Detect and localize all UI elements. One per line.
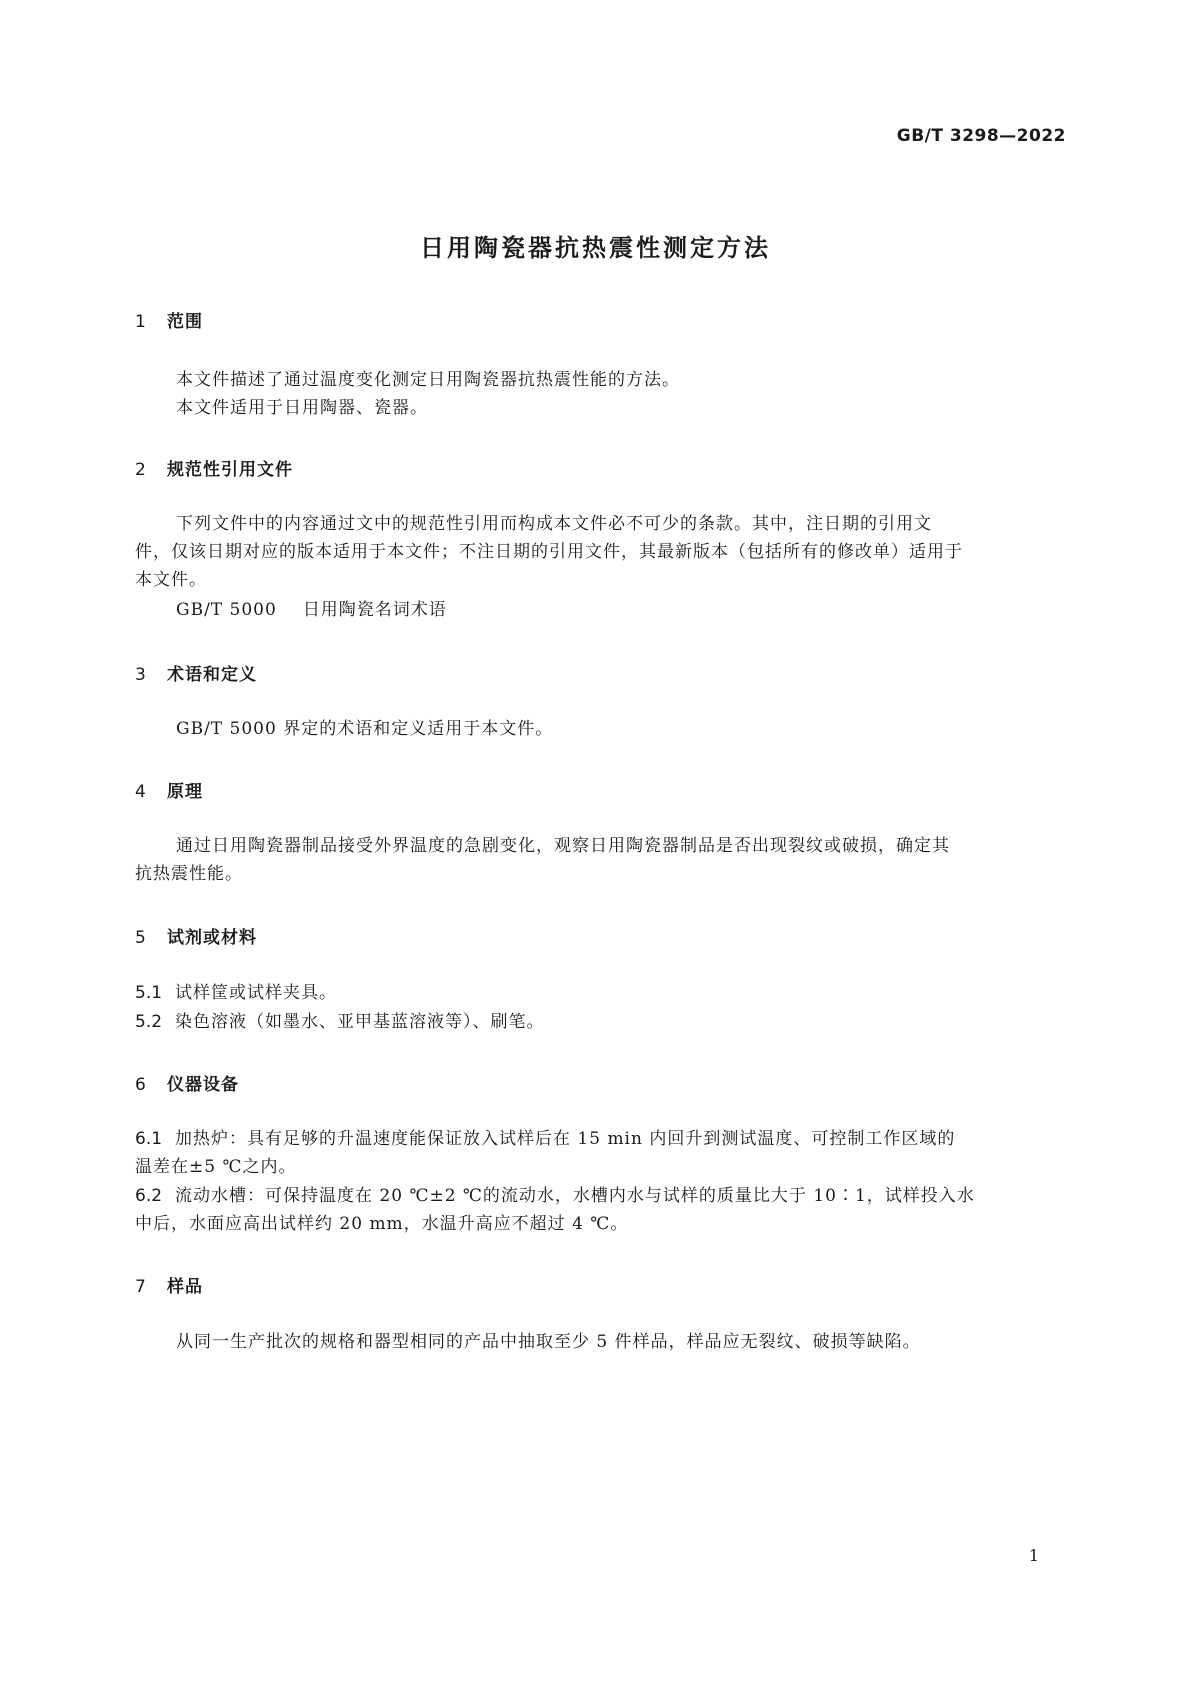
section-number: 1	[135, 312, 147, 332]
paragraph: 本文件描述了通过温度变化测定日用陶瓷器抗热震性能的方法。	[176, 370, 680, 390]
clause-5-2	[135, 1008, 545, 1036]
paragraph-line: 本文件。	[135, 570, 207, 590]
paragraph: GB/T 5000 界定的术语和定义适用于本文件。	[176, 719, 554, 739]
clause-6-2	[135, 1182, 975, 1210]
section-heading-terms	[135, 660, 257, 685]
section-number: 2	[135, 460, 147, 480]
clause-6-1	[135, 1125, 955, 1153]
section-heading-principle	[135, 777, 203, 802]
clause-text: 流动水槽：可保持温度在 20 ℃±2 ℃的流动水，水槽内水与试样的质量比大于 10∶1，试样投入水	[175, 1186, 975, 1206]
reference-entry	[176, 596, 447, 624]
clause-text: 试样筐或试样夹具。	[175, 983, 337, 1003]
clause-text: 染色溶液（如墨水、亚甲基蓝溶液等）、刷笔。	[175, 1012, 545, 1032]
reference-title: 日用陶瓷名词术语	[302, 600, 447, 620]
clause-text-line: 温差在±5 ℃之内。	[135, 1157, 297, 1177]
document-title: 日用陶瓷器抗热震性测定方法	[420, 234, 771, 262]
section-heading-scope	[135, 307, 203, 332]
clause-number: 6.2	[135, 1186, 163, 1206]
section-title: 原理	[167, 782, 203, 802]
section-heading-apparatus	[135, 1070, 239, 1095]
paragraph-line: 通过日用陶瓷器制品接受外界温度的急剧变化，观察日用陶瓷器制品是否出现裂纹或破损，确定其	[176, 836, 950, 856]
reference-code: GB/T 5000	[176, 600, 277, 620]
section-heading-samples	[135, 1272, 203, 1297]
clause-text: 加热炉：具有足够的升温速度能保证放入试样后在 15 min 内回升到测试温度、可控制工作区域的	[175, 1129, 956, 1149]
clause-number: 5.1	[135, 983, 163, 1003]
section-title: 术语和定义	[167, 665, 257, 685]
clause-text-line: 中后，水面应高出试样约 20 mm，水温升高应不超过 4 ℃。	[135, 1214, 629, 1234]
section-title: 范围	[167, 312, 203, 332]
standard-number: GB/T 3298—2022	[896, 126, 1066, 146]
paragraph-line: 件，仅该日期对应的版本适用于本文件；不注日期的引用文件，其最新版本（包括所有的修改单）适用于	[135, 542, 963, 562]
paragraph-line: 抗热震性能。	[135, 864, 243, 884]
section-number: 3	[135, 665, 147, 685]
paragraph-line: 下列文件中的内容通过文中的规范性引用而构成本文件必不可少的条款。其中，注日期的引用文	[176, 514, 932, 534]
section-title: 规范性引用文件	[167, 460, 293, 480]
clause-number: 6.1	[135, 1129, 163, 1149]
section-number: 4	[135, 782, 147, 802]
section-number: 5	[135, 928, 147, 948]
section-title: 试剂或材料	[167, 928, 257, 948]
section-number: 6	[135, 1075, 147, 1095]
section-number: 7	[135, 1277, 147, 1297]
section-heading-normative-references	[135, 455, 293, 480]
section-title: 仪器设备	[167, 1075, 239, 1095]
paragraph: 本文件适用于日用陶器、瓷器。	[176, 398, 428, 418]
section-title: 样品	[167, 1277, 203, 1297]
paragraph: 从同一生产批次的规格和器型相同的产品中抽取至少 5 件样品，样品应无裂纹、破损等缺陷。	[176, 1332, 921, 1352]
page-number: 1	[1028, 1546, 1039, 1565]
section-heading-reagents	[135, 923, 257, 948]
clause-5-1	[135, 979, 337, 1007]
clause-number: 5.2	[135, 1012, 163, 1032]
